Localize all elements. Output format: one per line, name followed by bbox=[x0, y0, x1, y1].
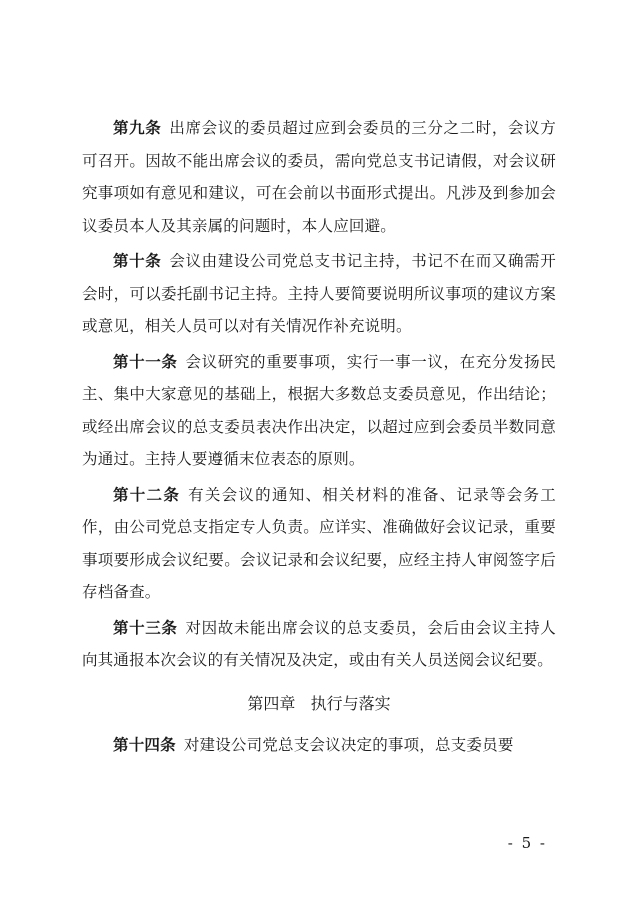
document-body bbox=[82, 112, 556, 764]
article-text: 对建设公司党总支会议决定的事项，总支委员要 bbox=[183, 735, 514, 754]
article-label: 第十二条 bbox=[113, 485, 181, 504]
article-9 bbox=[82, 112, 556, 242]
article-label: 第十四条 bbox=[113, 735, 176, 754]
article-text: 出席会议的委员超过应到会委员的三分之二时，会议方可召开。因故不能出席会议的委员，需向党总支书记请假，对会议研究事项如有意见和建议，可在会前以书面形式提出。凡涉及到参加会议委员本人及其亲属的问题时，本人应回避。 bbox=[82, 119, 556, 235]
chapter-number: 第四章 bbox=[247, 693, 296, 713]
article-12 bbox=[82, 479, 556, 609]
article-14 bbox=[82, 729, 556, 762]
article-text: 会议由建设公司党总支书记主持，书记不在而又确需开会时，可以委托副书记主持。主持人要简要说明所议事项的建议方案或意见，相关人员可以对有关情况作补充说明。 bbox=[82, 252, 556, 335]
article-text: 会议研究的重要事项，实行一事一议，在充分发扬民主、集中大家意见的基础上，根据大多数总支委员意见，作出结论；或经出席会议的总支委员表决作出决定，以超过应到会委员半数同意为通过。主持人要遵循末位表态的原则。 bbox=[82, 352, 556, 468]
article-label: 第九条 bbox=[113, 119, 162, 137]
article-label: 第十三条 bbox=[113, 618, 178, 637]
article-text: 对因故未能出席会议的总支委员，会后由会议主持人向其通报本次会议的有关情况及决定，或由有关人员送阅会议纪要。 bbox=[82, 618, 556, 669]
article-11 bbox=[82, 346, 556, 476]
article-label: 第十条 bbox=[113, 252, 162, 270]
article-10 bbox=[82, 245, 556, 343]
page-number: - 5 - bbox=[507, 834, 547, 852]
article-label: 第十一条 bbox=[113, 352, 178, 371]
article-text: 有关会议的通知、相关材料的准备、记录等会务工作，由公司党总支指定专人负责。应详实、准确做好会议记录，重要事项要形成会议纪要。会议记录和会议纪要，应经主持人审阅签字后存档备查。 bbox=[82, 485, 556, 601]
article-13 bbox=[82, 612, 556, 677]
chapter-title: 执行与落实 bbox=[310, 693, 391, 713]
chapter-heading bbox=[82, 689, 556, 719]
